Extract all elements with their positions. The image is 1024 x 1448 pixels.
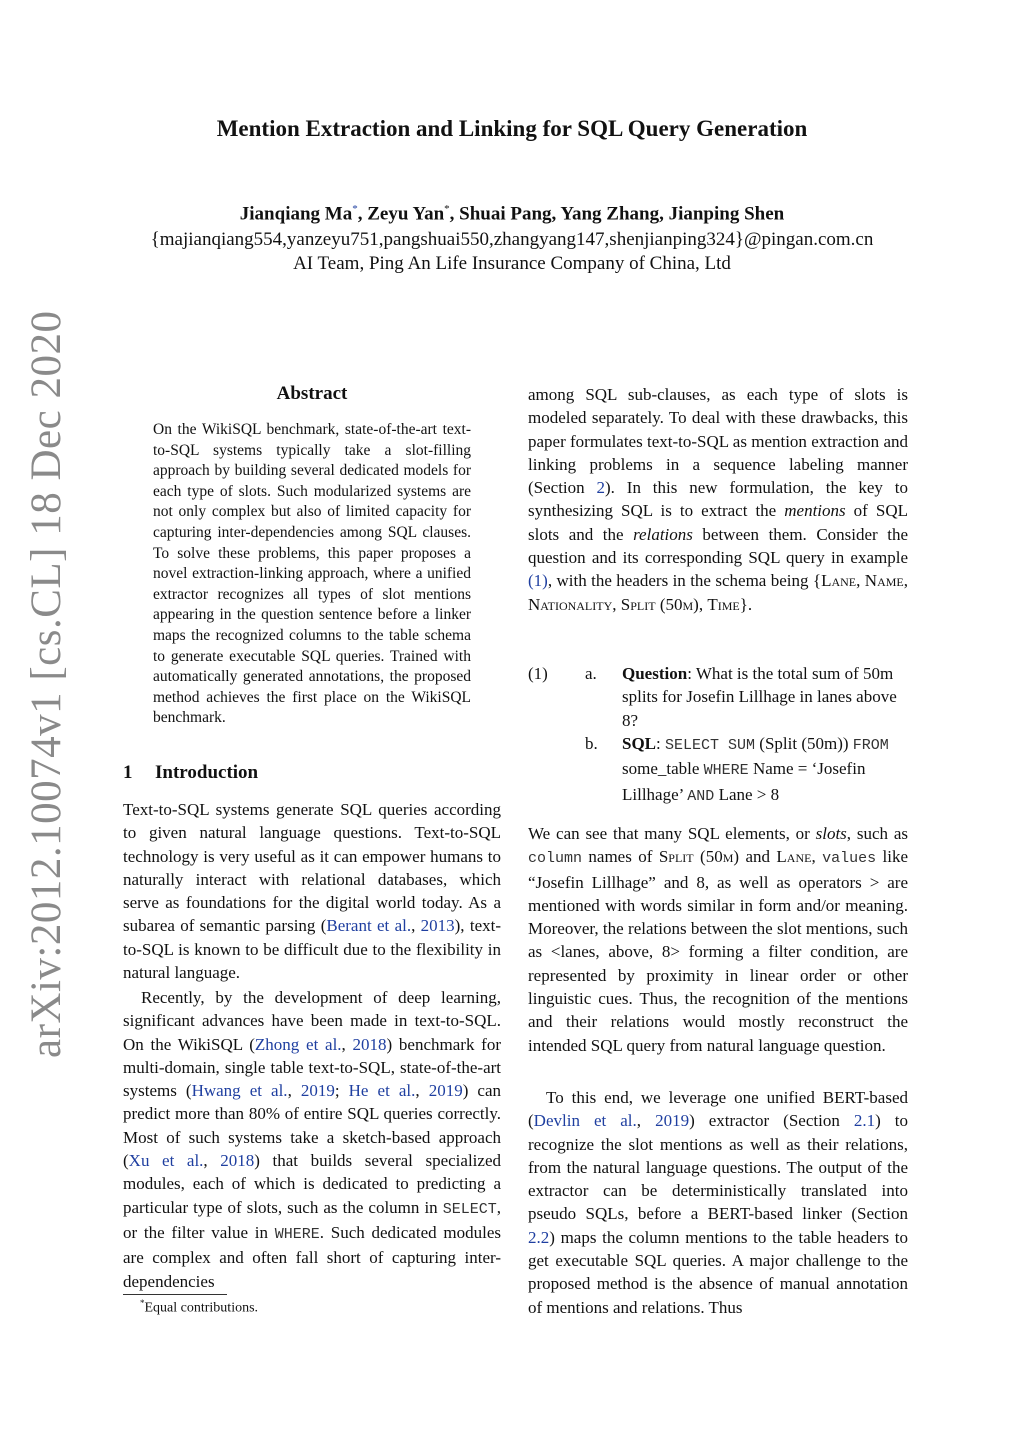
paper-title: Mention Extraction and Linking for SQL Query Generation [216, 116, 808, 141]
example-item-label: b. [585, 734, 598, 753]
citation-link[interactable]: Devlin et al. [533, 1111, 637, 1131]
arxiv-identifier: arXiv:2012.10074v1 [cs.CL] 18 Dec 2020 [23, 310, 70, 1058]
intro-paragraph-2: Recently, by the development of deep learning, significant advances have been made in text-to-SQL. On the WikiSQL (Zhong et al., 2018) benchmark for multi-domain, single table text-to-SQL, state-of-the-art systems (Hwang et al., 2019; He et al., 2019) can predict more than 80% of entire SQL queries correctly. Most of such systems take a sketch-based approach (Xu et al., 2018) that builds several specialized modules, each of which is dedicated to predicting a particular type of slots, such as the column in SELECT, or the filter value in WHERE. Such dedicated modules are complex and often fall short of capturing inter-dependencies [123, 988, 502, 1291]
citation-link[interactable]: 2018 [220, 1151, 255, 1171]
author-affiliation: AI Team, Ping An Life Insurance Company of China, Ltd [293, 253, 731, 274]
citation-link[interactable]: 2018 [352, 1034, 387, 1054]
intro-paragraph-1: Text-to-SQL systems generate SQL queries according to given natural language questions. Text-to-SQL technology is very useful as it can empower humans to naturally interact with relational databases, which serve as foundations for the digital world today. As a subarea of semantic parsing (Berant et al., 2013), text-to-SQL is known to be difficult due to the flexibility in natural language. [123, 800, 501, 983]
footnote-rule [123, 1294, 227, 1295]
equal-contribution-mark: * [444, 203, 450, 215]
right-paragraph-2: We can see that many SQL elements, or slots, such as column names of Split (50m) and Lane, values like “Josefin Lillhage” and 8, as well as operators > are mentioned with words similar in form and/or meaning. Moreover, the relations between the slot mentions, such as <lanes, above, 8> forming a filter condition, are represented by proximity in linear order or other linguistic cues. Thus, the recognition of the mentions and their relations would mostly reconstruct the intended SQL query from natural language question. [528, 824, 909, 1055]
code-keyword: SELECT [442, 1200, 497, 1218]
example-item-label: a. [585, 664, 597, 683]
abstract-text: On the WikiSQL benchmark, state-of-the-art text-to-SQL systems typically take a slot-filling approach by building several dedicated models for each type of slots. Such modularized systems are not only complex but also of limited capacity for capturing inter-dependencies among SQL clauses. To solve these problems, this paper proposes a novel extraction-linking approach, where a unified extractor recognizes all types of slot mentions appearing in the question sentence before a linker maps the recognized columns to the table schema to generate executable SQL queries. Trained with automatically generated annotations, the proposed method achieves the first place on the WikiSQL benchmark. [153, 421, 471, 727]
code-keyword: AND [687, 787, 715, 805]
right-paragraph-1: among SQL sub-clauses, as each type of slots is modeled separately. To deal with these drawbacks, this paper formulates text-to-SQL as mention extraction and linking problems in a sequence labeling manner (Section 2). In this new formulation, the key to synthesizing SQL is to extract the mentions of SQL slots and the relations between them. Consider the question and its corresponding SQL query in example (1), with the headers in the schema being {Lane, Name, Nationality, Split (50m), Time}. [528, 385, 909, 614]
right-paragraph-3: To this end, we leverage one unified BERT-based (Devlin et al., 2019) extractor (Section 2.1) to recognize the slot mentions as well as their relations, from the natural language questions. The output of the extractor can be deterministically translated into pseudo SQLs, before a BERT-based linker (Section 2.2) maps the column mentions to the table headers to get executable SQL queries. A major challenge to the proposed method is the absence of manual annotation of mentions and relations. Thus [528, 1088, 909, 1317]
citation-link[interactable]: 2019 [655, 1111, 690, 1131]
author-emails: {majianqiang554,yanzeyu751,pangshuai550,zhangyang147,shenjianping324}@pingan.com.cn [150, 229, 874, 250]
citation-link[interactable]: Zhong et al. [254, 1034, 342, 1054]
section-link[interactable]: 2 [596, 478, 606, 498]
citation-link[interactable]: 2013 [420, 916, 455, 936]
citation-link[interactable]: 2019 [300, 1081, 335, 1101]
example-link[interactable]: (1) [528, 571, 548, 591]
section-heading-introduction: 1 Introduction [123, 762, 259, 783]
citation-link[interactable]: 2019 [428, 1081, 463, 1101]
abstract-heading: Abstract [276, 383, 348, 404]
code-keyword: SELECT SUM [665, 737, 756, 754]
code-keyword: FROM [852, 737, 889, 754]
citation-link[interactable]: Hwang et al. [191, 1081, 288, 1101]
example-question: Question: What is the total sum of 50m splits for Josefin Lillhage in lanes above 8? [622, 664, 897, 730]
code-keyword: WHERE [274, 1225, 320, 1243]
citation-link[interactable]: He et al. [348, 1081, 416, 1101]
footnote: *Equal contributions. [140, 1298, 259, 1316]
author-list: Jianqiang Ma*, Zeyu Yan*, Shuai Pang, Yang Zhang, Jianping Shen [239, 203, 785, 225]
example-number: (1) [528, 664, 548, 683]
example-sql: SQL: SELECT SUM (Split (50m)) FROM some_table WHERE Name = ‘Josefin Lillhage’ AND Lane > 8 [622, 734, 889, 805]
citation-link[interactable]: Xu et al. [128, 1151, 204, 1171]
code-keyword: WHERE [703, 762, 749, 780]
code-keyword: column [528, 850, 583, 868]
section-link[interactable]: 2.2 [528, 1227, 550, 1247]
code-keyword: values [822, 850, 877, 868]
section-link[interactable]: 2.1 [853, 1111, 876, 1131]
citation-link[interactable]: Berant et al. [326, 916, 412, 936]
equal-contribution-mark[interactable]: * [352, 203, 358, 215]
